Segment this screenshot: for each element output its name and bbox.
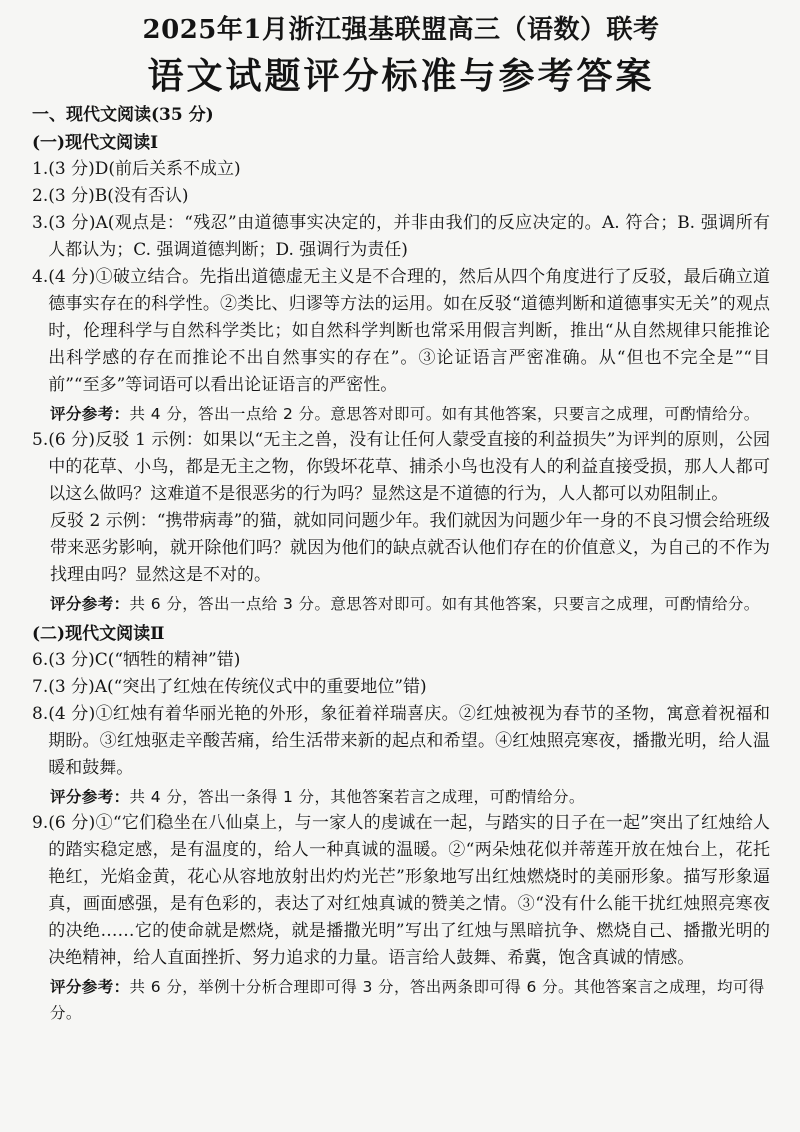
part1-heading: (一)现代文阅读Ⅰ: [32, 133, 159, 153]
answer-text: (3 分)A(观点是：“残忍”由道德事实决定的，并非由我们的反应决定的。A. 符合；B. 强调所有人都认为；C. 强调道德判断；D. 强调行为责任): [48, 213, 770, 260]
scoring-label: 评分参考：: [50, 978, 130, 996]
scoring-label: 评分参考：: [50, 788, 130, 806]
document-title: 语文试题评分标准与参考答案: [147, 55, 655, 97]
answer-q9: [32, 810, 770, 972]
answer-q6: [32, 647, 770, 674]
question-number: 3.: [32, 213, 49, 233]
answer-q7: [32, 674, 770, 701]
answer-text: (4 分)①红烛有着华丽光艳的外形，象征着祥瑞喜庆。②红烛被视为春节的圣物，寓意着祝福和期盼。③红烛驱走辛酸苦痛，给生活带来新的起点和希望。④红烛照亮寒夜，播撒光明，给人温暖和鼓舞。: [48, 704, 770, 778]
scoring-text: 共 4 分，答出一条得 1 分，其他答案若言之成理，可酌情给分。: [129, 788, 585, 806]
scoring-note-q8: [32, 784, 770, 810]
answer-q4: [32, 264, 770, 399]
question-number: 1.: [32, 159, 49, 179]
answer-q8: [32, 701, 770, 782]
question-number: 5.: [32, 430, 49, 450]
answer-text: (4 分)①破立结合。先指出道德虚无主义是不合理的，然后从四个角度进行了反驳，最后确立道德事实存在的科学性。②类比、归谬等方法的运用。如在反驳“道德判断和道德事实无关”的观点时，伦理科学与自然科学类比；如自然科学判断也常采用假言判断，推出“从自然规律只能推论出科学感的存在而推论不出自然事实的存在”。③论证语言严密准确。从“但也不完全是”“目前”“至多”等词语可以看出论证语言的严密性。: [48, 267, 770, 395]
question-number: 8.: [32, 704, 49, 724]
scoring-label: 评分参考：: [50, 405, 130, 423]
answer-text: (6 分)①“它们稳坐在八仙桌上，与一家人的虔诚在一起，与踏实的日子在一起”突出了红烛给人的踏实稳定感，是有温度的，给人一种真诚的温暖。②“两朵烛花似并蒂莲开放在烛台上，花托艳红，光焰金黄，花心从容地放射出灼灼光芒”形象地写出红烛燃烧时的美丽形象。描写形象逼真，画面感强，是有色彩的，表达了对红烛真诚的赞美之情。③“没有什么能干扰红烛照亮寒夜的决绝……它的使命就是燃烧，就是播撒光明”写出了红烛与黑暗抗争、燃烧自己、播撒光明的决绝精神，给人直面挫折、努力追求的力量。语言给人鼓舞、希冀，饱含真诚的情感。: [48, 813, 770, 968]
section-heading: 一、现代文阅读(35 分): [32, 105, 214, 125]
scoring-note-q9: [32, 974, 770, 1026]
answer-text: (3 分)D(前后关系不成立): [48, 159, 241, 179]
answer-text: (3 分)B(没有否认): [48, 186, 189, 206]
question-number: 7.: [32, 677, 49, 697]
answer-text: (6 分)反驳 1 示例：如果以“无主之兽，没有让任何人蒙受直接的利益损失”为评判的原则，公园中的花草、小鸟，都是无主之物，你毁坏花草、捕杀小鸟也没有人的利益直接受损，那人人都可以这么做吗？这难道不是很恶劣的行为吗？显然这是不道德的行为，人人都可以劝阻制止。: [48, 430, 770, 504]
scoring-text: 共 4 分，答出一点给 2 分。意思答对即可。如有其他答案，只要言之成理，可酌情给分。: [129, 405, 760, 423]
answer-q1: [32, 156, 770, 183]
question-number: 2.: [32, 186, 49, 206]
exam-title: 2025年1月浙江强基联盟高三（语数）联考: [142, 15, 660, 45]
part2-heading: (二)现代文阅读Ⅱ: [32, 624, 165, 644]
scoring-note-q5: [32, 591, 770, 617]
scoring-text: 共 6 分，举例十分析合理即可得 3 分，答出两条即可得 6 分。其他答案言之成理，均可得分。: [50, 978, 765, 1022]
answer-q2: [32, 183, 770, 210]
question-number: 4.: [32, 267, 49, 287]
question-number: 9.: [32, 813, 49, 833]
question-number: 6.: [32, 650, 49, 670]
scoring-label: 评分参考：: [50, 595, 130, 613]
scoring-note-q4: [32, 401, 770, 427]
answer-q3: [32, 210, 770, 264]
scoring-text: 共 6 分，答出一点给 3 分。意思答对即可。如有其他答案，只要言之成理，可酌情给分。: [129, 595, 760, 613]
answer-q5: [32, 427, 770, 508]
answer-text: (3 分)A(“突出了红烛在传统仪式中的重要地位”错): [48, 677, 427, 697]
answer-text: (3 分)C(“牺牲的精神”错): [48, 650, 241, 670]
answer-q5-example2: 反驳 2 示例：“携带病毒”的猫，就如同问题少年。我们就因为问题少年一身的不良习惯会给班级带来恶劣影响，就开除他们吗？就因为他们的缺点就否认他们存在的价值意义，为自己的不作为找理由吗？显然这是不对的。: [50, 511, 770, 585]
